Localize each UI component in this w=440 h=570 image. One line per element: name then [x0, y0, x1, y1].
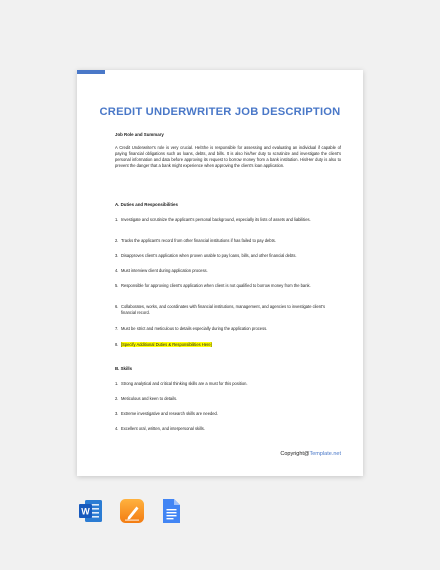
- skill-item: [115, 411, 341, 417]
- skill-number: 4.: [115, 426, 119, 431]
- duty-number: 2.: [115, 238, 119, 243]
- skill-item: [115, 426, 341, 432]
- duty-number: 3.: [115, 253, 119, 258]
- skill-item: [115, 396, 341, 402]
- role-heading: Job Role and Summary: [115, 132, 164, 137]
- copyright-label: Copyright@: [280, 451, 310, 457]
- duty-item: [115, 304, 341, 316]
- duties-heading: A. Duties and Responsibilities: [115, 202, 178, 207]
- duty-text: Tracks the applicant's record from other financial institutions if has failed to pay debts.: [121, 238, 276, 243]
- duty-item: [115, 326, 341, 332]
- duty-text: Must interview client during application process.: [121, 268, 208, 273]
- document-title: CREDIT UNDERWRITER JOB DESCRIPTION: [99, 106, 341, 118]
- duty-number: 5.: [115, 283, 119, 288]
- skill-text: Strong analytical and critical thinking skills are a must for this position.: [121, 381, 248, 386]
- duty-number: 8.: [115, 342, 119, 347]
- skill-text: Excellent oral, written, and interpersonal skills.: [121, 426, 205, 431]
- duty-text: Investigate and scrutinize the applicant's personal background, especially its lists of assets and liabilities.: [121, 217, 311, 222]
- skill-number: 1.: [115, 381, 119, 386]
- accent-bar: [77, 70, 105, 74]
- summary-paragraph: A Credit Underwriter's role is very crucial. He/She is responsible for assessing and evaluating an individual if capable of paying financial obligations such as loans, debts, and bills. It is also his/her duty to scrutinize and investigate the client's personal information and data before approving its request to borrow money from a bank institution. His/Her duty is also to prevent the danger that a bank might experience when approving the client's loan application.: [115, 145, 341, 168]
- skill-item: [115, 381, 341, 387]
- google-docs-icon[interactable]: [158, 498, 184, 524]
- pages-icon[interactable]: [119, 498, 145, 524]
- duty-number: 6.: [115, 304, 119, 309]
- brand-link[interactable]: Template.net: [309, 451, 341, 457]
- duty-item: [115, 253, 341, 259]
- duty-item: [115, 268, 341, 274]
- skill-text: Meticulous and keen to details.: [121, 396, 178, 401]
- duty-number: 4.: [115, 268, 119, 273]
- duty-item: [115, 342, 341, 348]
- skill-number: 2.: [115, 396, 119, 401]
- duty-number: 7.: [115, 326, 119, 331]
- duty-item: [115, 238, 341, 244]
- copyright-footer: [280, 451, 341, 457]
- document-page: [77, 70, 363, 476]
- duty-item: [115, 217, 341, 223]
- duty-text: Disapproves client's application when proven unable to pay loans, bills, and other financial debts.: [121, 253, 297, 258]
- duty-item: [115, 283, 341, 289]
- duty-number: 1.: [115, 217, 119, 222]
- word-icon[interactable]: [78, 498, 104, 524]
- skill-number: 3.: [115, 411, 119, 416]
- duty-text: Responsible for approving client's application when client is not qualified to borrow money from the bank.: [121, 283, 311, 288]
- duty-text: Collaborates, works, and coordinates with financial institutions, management, and agencies to investigate client's financial record.: [121, 304, 325, 315]
- duty-text: Must be strict and meticulous to details especially during the application process.: [121, 326, 268, 331]
- skills-heading: B. Skills: [115, 366, 133, 371]
- skill-text: Extreme investigative and research skills are needed.: [121, 411, 218, 416]
- placeholder-highlight[interactable]: [Specify Additional Duties & Responsibilities Here]: [121, 342, 212, 347]
- word-icon-letter: W: [81, 506, 90, 517]
